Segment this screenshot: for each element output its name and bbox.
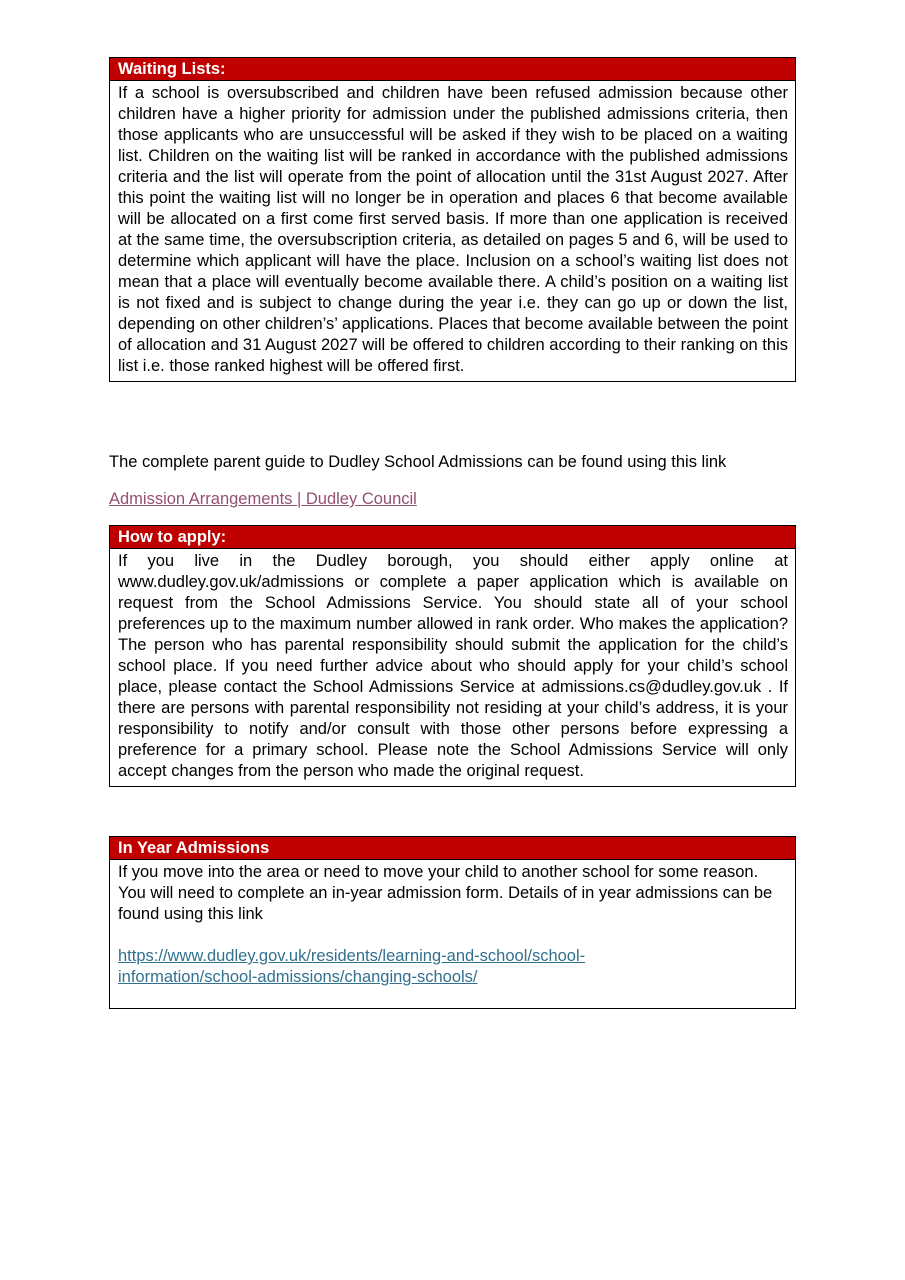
changing-schools-link-line2: information/school-admissions/changing-schools/ [118,968,478,986]
waiting-lists-title: Waiting Lists: [118,60,226,78]
in-year-admissions-paragraph: If you move into the area or need to move your child to another school for some reason. You will need to complete an in-year admission form. Details of in year admissions can be found using this link [118,863,773,923]
admission-arrangements-link[interactable]: Admission Arrangements | Dudley Council [109,490,417,508]
blank-line [118,925,788,946]
in-year-admissions-title: In Year Admissions [118,839,270,857]
parent-guide-link-row [109,489,796,510]
in-year-admissions-section [109,836,796,1009]
how-to-apply-header [109,525,796,548]
how-to-apply-body [109,548,796,787]
how-to-apply-section [109,525,796,787]
how-to-apply-paragraph: If you live in the Dudley borough, you should either apply online at www.dudley.gov.uk/admissions or complete a paper application which is available on request from the School Admissions Service. You should state all of your school preferences up to the maximum number allowed in rank order. Who makes the application? The person who has parental responsibility should submit the application for the child’s school place. If you need further advice about who should apply for your child’s school place, please contact the School Admissions Service at admissions.cs@dudley.gov.uk . If there are persons with parental responsibility not residing at your child’s address, it is your responsibility to notify and/or consult with those other persons before expressing a preference for a primary school. Please note the School Admissions Service will only accept changes from the person who made the original request. [118,552,788,780]
waiting-lists-header [109,57,796,80]
waiting-lists-section [109,57,796,382]
parent-guide-text: The complete parent guide to Dudley School Admissions can be found using this link [109,453,727,471]
waiting-lists-body [109,80,796,382]
document-page [109,0,796,1280]
changing-schools-link-line1: https://www.dudley.gov.uk/residents/learning-and-school/school- [118,947,586,965]
how-to-apply-title: How to apply: [118,528,227,546]
changing-schools-link[interactable] [118,946,788,988]
waiting-lists-paragraph: If a school is oversubscribed and children have been refused admission because other children have a higher priority for admission under the published admissions criteria, then those applicants who are unsuccessful will be asked if they wish to be placed on a waiting list. Children on the waiting list will be ranked in accordance with the published admissions criteria and the list will operate from the point of allocation until the 31st August 2027. After this point the waiting list will no longer be in operation and places 6 that become available will be allocated on a first come first served basis. If more than one application is received at the same time, the oversubscription criteria, as detailed on pages 5 and 6, will be used to determine which applicant will have the place. Inclusion on a school’s waiting list does not mean that a place will eventually become available there. A child’s position on a waiting list is not fixed and is subject to change during the year i.e. they can go up or down the list, depending on other children’s’ applications. Places that become available between the point of allocation and 31 August 2027 will be offered to children according to their ranking on this list i.e. those ranked highest will be offered first. [118,84,788,375]
in-year-admissions-body [109,859,796,1009]
in-year-admissions-header [109,836,796,859]
